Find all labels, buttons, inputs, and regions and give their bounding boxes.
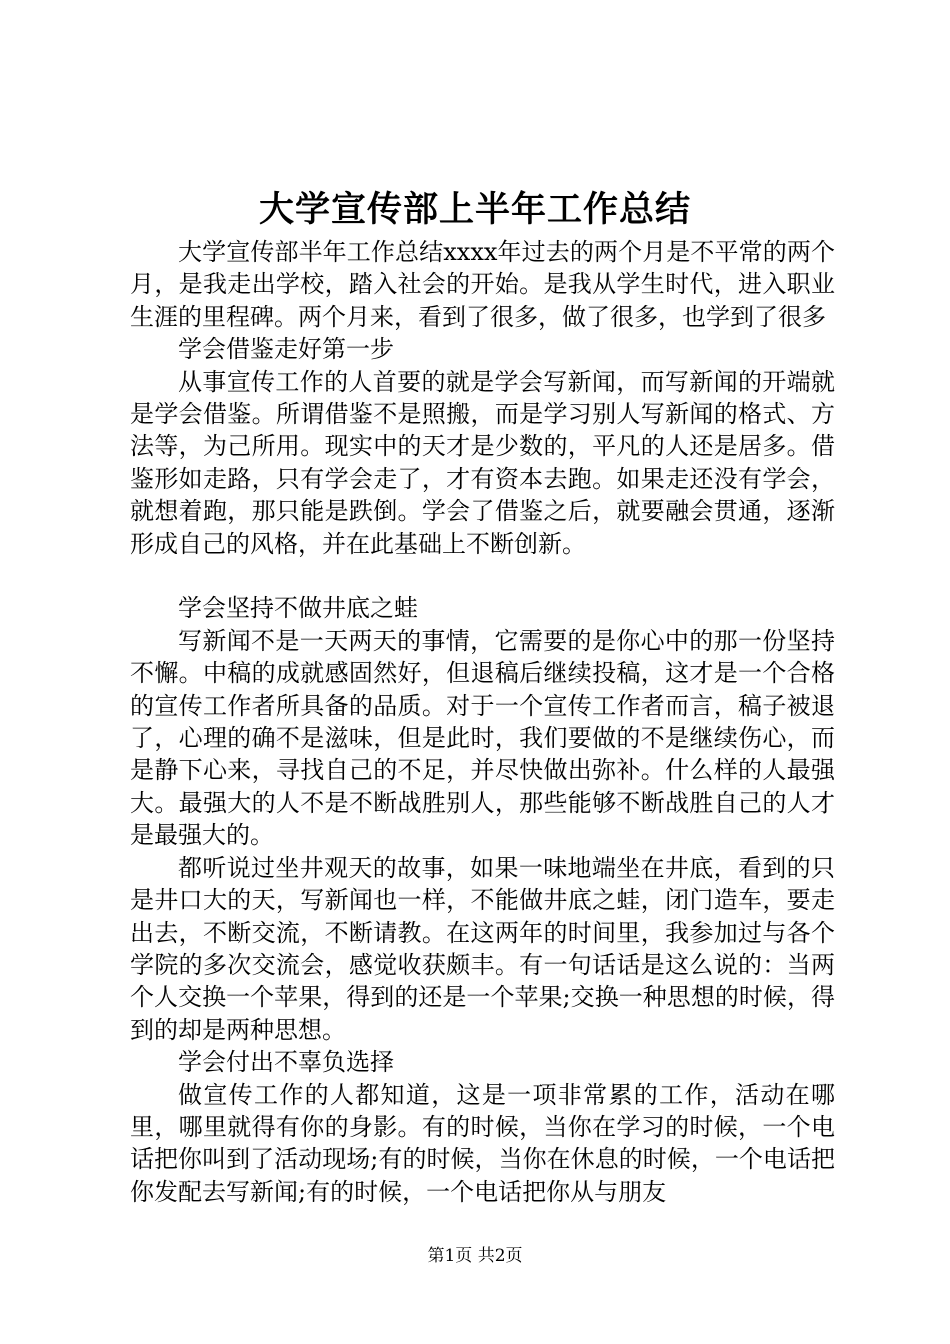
page-number-footer: 第1页 共2页 xyxy=(427,1246,523,1266)
persistence-paragraph: 写新闻不是一天两天的事情，它需要的是你心中的那一份坚持不懈。中稿的成就感固然好，但退稿后继续投稿，这才是一个合格的宣传工作者所具备的品质。对于一个宣传工作者而言，稿子被退了，心理的确不是滋味，但是此时，我们要做的不是继续伤心，而是静下心来，寻找自己的不足，并尽快做出弥补。什么样的人最强大。最强大的人不是不断战胜别人，那些能够不断战胜自己的人才是最强大的。 xyxy=(130,626,835,850)
borrowing-paragraph: 从事宣传工作的人首要的就是学会写新闻，而写新闻的开端就是学会借鉴。所谓借鉴不是照搬，而是学习别人写新闻的格式、方法等，为己所用。现实中的天才是少数的，平凡的人还是居多。借鉴形如走路，只有学会走了，才有资本去跑。如果走还没有学会，就想着跑，那只能是跌倒。学会了借鉴之后，就要融会贯通，逐渐形成自己的风格，并在此基础上不断创新。 xyxy=(130,367,835,558)
dedication-paragraph: 做宣传工作的人都知道，这是一项非常累的工作，活动在哪里，哪里就得有你的身影。有的时候，当你在学习的时候，一个电话把你叫到了活动现场;有的时候，当你在休息的时候，一个电话把你发配去写新闻;有的时候，一个电话把你从与朋友 xyxy=(130,1080,835,1206)
well-frog-paragraph: 都听说过坐井观天的故事，如果一味地端坐在井底，看到的只是井口大的天，写新闻也一样，不能做井底之蛙，闭门造车，要走出去，不断交流，不断请教。在这两年的时间里，我参加过与各个学院的多次交流会，感觉收获颇丰。有一句话话是这么说的：当两个人交换一个苹果，得到的还是一个苹果;交换一种思想的时候，得到的却是两种思想。 xyxy=(130,853,835,1044)
section-heading-persistence: 学会坚持不做井底之蛙 xyxy=(178,594,418,623)
document-body xyxy=(130,236,835,1208)
section-heading-dedication: 学会付出不辜负选择 xyxy=(178,1048,394,1077)
document-title: 大学宣传部上半年工作总结 xyxy=(258,189,691,230)
section-heading-borrowing: 学会借鉴走好第一步 xyxy=(178,335,394,364)
intro-paragraph: 大学宣传部半年工作总结xxxx年过去的两个月是不平常的两个月，是我走出学校，踏入社会的开始。是我从学生时代，进入职业生涯的里程碑。两个月来，看到了很多，做了很多，也学到了很多 xyxy=(130,238,835,331)
blank-line xyxy=(130,560,835,592)
